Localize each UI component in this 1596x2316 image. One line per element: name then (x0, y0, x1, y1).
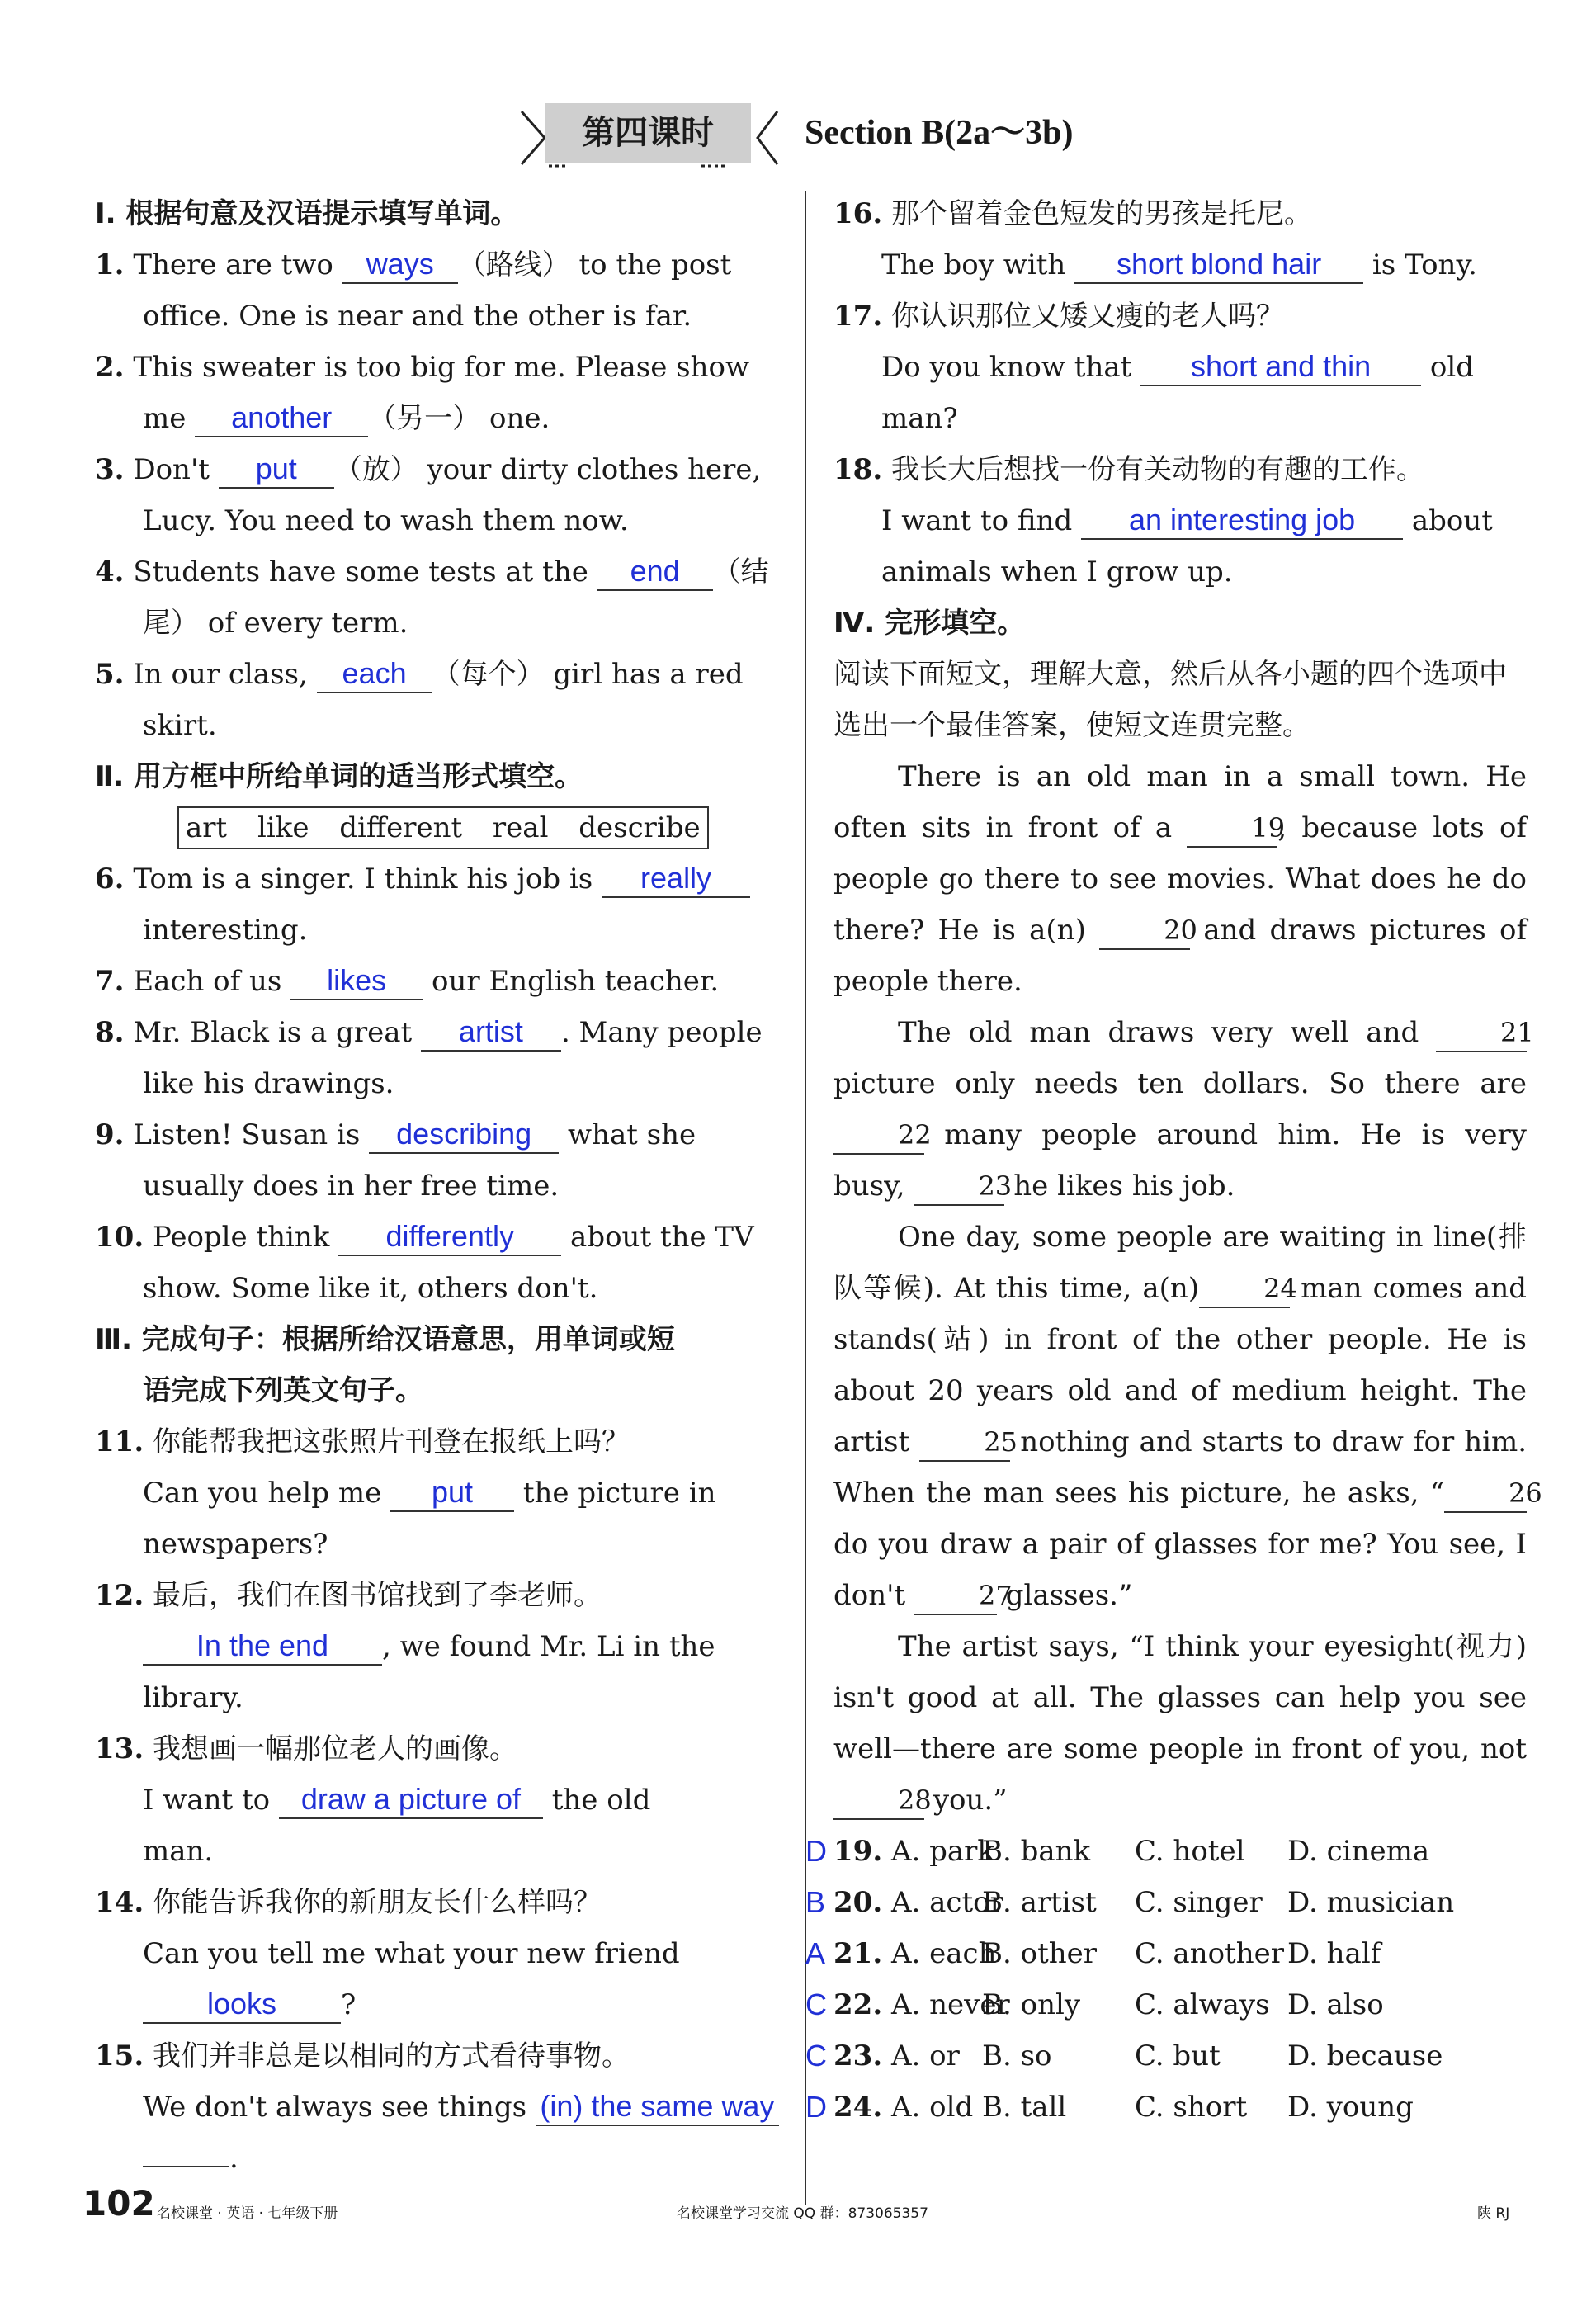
word-box: art like different real describe (177, 806, 709, 849)
answer-24[interactable]: D (805, 2090, 827, 2124)
answer-14[interactable]: looks (143, 1986, 341, 2024)
page-footer (83, 2183, 1518, 2233)
blank-28[interactable]: 28 (833, 1782, 924, 1820)
question-15-cont: . (95, 2133, 780, 2184)
blank-24[interactable]: 24 (1199, 1270, 1290, 1308)
question-16-en: The boy with short blond hair is Tony. (833, 239, 1527, 291)
question-18: 18. 我长大后想找一份有关动物的有趣的工作。 (833, 453, 1424, 486)
blank-22[interactable]: 22 (833, 1117, 924, 1155)
question-4-cont: 尾） of every term. (143, 607, 408, 640)
passage-paragraph-2: The old man draws very well and 21 picture only needs ten dollars. So there are 22 many people around him. He is very busy, 23 he likes his job. (833, 1007, 1527, 1212)
answer-23[interactable]: C (805, 2039, 827, 2073)
option-row-22: C 22. A. never B. only C. always D. also (833, 1979, 1527, 2030)
question-9: 9. Listen! Susan is describing what she (95, 1109, 780, 1160)
question-14-en: Can you tell me what your new friend (143, 1937, 680, 1970)
answer-15[interactable]: (in) the same way (536, 2088, 779, 2126)
option-row-24: D 24. A. old B. tall C. short D. young (833, 2082, 1527, 2133)
blank-20[interactable]: 20 (1099, 912, 1190, 950)
blank-26[interactable]: 26 (1444, 1475, 1527, 1513)
edition-label: 陕 RJ (1477, 2205, 1510, 2222)
question-11-cont: newspapers? (143, 1528, 328, 1561)
page-header (0, 95, 1596, 177)
question-17: 17. 你认识那位又矮又瘦的老人吗？ (833, 300, 1284, 333)
part2-title: Ⅱ. 用方框中所给单词的适当形式填空。 (95, 760, 583, 793)
blank-15 (143, 2166, 229, 2167)
answer-8[interactable]: artist (421, 1014, 561, 1052)
question-11-en: Can you help me put the picture in (95, 1468, 780, 1519)
answer-9[interactable]: describing (369, 1116, 559, 1154)
question-6-cont: interesting. (143, 914, 308, 947)
part3-title-2: 语完成下列英文句子。 (143, 1374, 423, 1407)
blank-23[interactable]: 23 (914, 1168, 1004, 1206)
left-column (95, 188, 780, 2184)
question-6: 6. Tom is a singer. I think his job is really (95, 853, 780, 905)
blank-25[interactable]: 25 (919, 1424, 1010, 1462)
option-row-19: D 19. A. park B. bank C. hotel D. cinema (833, 1826, 1527, 1877)
part3-title-1: Ⅲ. 完成句子：根据所给汉语意思，用单词或短 (95, 1323, 675, 1356)
lesson-label: 第四课时 (545, 103, 751, 163)
word-box-row (95, 802, 780, 853)
answer-11[interactable]: put (390, 1474, 514, 1512)
question-15: 15. 我们并非总是以相同的方式看待事物。 (95, 2039, 630, 2073)
question-13-en: I want to draw a picture of the old (95, 1775, 780, 1826)
question-5: 5. In our class, each （每个） girl has a red (95, 649, 780, 700)
question-3-cont: Lucy. You need to wash them now. (143, 504, 629, 537)
question-13-cont: man. (143, 1835, 214, 1868)
blank-27[interactable]: 27 (914, 1577, 997, 1615)
question-12-en: In the end , we found Mr. Li in the (95, 1621, 780, 1672)
question-8-cont: like his drawings. (143, 1067, 394, 1100)
question-17-en: Do you know that short and thin old (833, 342, 1527, 393)
answer-16[interactable]: short blond hair (1074, 246, 1363, 284)
question-13: 13. 我想画一幅那位老人的画像。 (95, 1732, 517, 1765)
passage-paragraph-1: There is an old man in a small town. He often sits in front of a 19, because lots of people go there to see movies. What does he do there? He is a(n) 20 and draws pictures of people there. (833, 760, 1528, 998)
answer-6[interactable]: really (602, 860, 750, 898)
question-17-cont: man? (881, 402, 958, 435)
question-10: 10. People think differently about the TV (95, 1212, 780, 1263)
answer-1[interactable]: ways (342, 246, 458, 284)
question-2: 2. This sweater is too big for me. Please show (95, 351, 750, 384)
answer-2[interactable]: another (195, 399, 368, 437)
answer-7[interactable]: likes (290, 962, 423, 1000)
passage-paragraph-4: The artist says, “I think your eyesight(视力) isn't good at all. The glasses can help you see well—there are some people in front of you, not 28 you.” (833, 1621, 1527, 1826)
answer-12[interactable]: In the end (143, 1628, 382, 1666)
blank-19[interactable]: 19 (1187, 810, 1277, 848)
section-title: Section B(2a～3b) (805, 114, 1074, 152)
answer-13[interactable]: draw a picture of (279, 1781, 543, 1819)
answer-20[interactable]: B (805, 1885, 826, 1919)
question-7: 7. Each of us likes our English teacher. (95, 956, 780, 1007)
answer-19[interactable]: D (805, 1834, 827, 1868)
question-14-cont: looks ? (95, 1979, 780, 2030)
question-12-cont: library. (143, 1681, 243, 1714)
right-column (805, 188, 1542, 2133)
option-row-23: C 23. A. or B. so C. but D. because (833, 2030, 1527, 2082)
answer-5[interactable]: each (317, 655, 432, 693)
option-row-20: B 20. A. actor B. artist C. singer D. musician (833, 1877, 1527, 1928)
question-3: 3. Don't put （放） your dirty clothes here, (95, 444, 780, 495)
question-11: 11. 你能帮我把这张照片刊登在报纸上吗？ (95, 1425, 630, 1458)
passage-paragraph-3: One day, some people are waiting in line(排队等候). At this time, a(n) 24 man comes and stands(站) in front of the other people. He is about 20 years old and of medium height. The artist 25 nothing and starts to draw for him. When the man sees his picture, he asks, “ 26 do you draw a pair of glasses for me? You see, I don't 27 glasses.” (833, 1212, 1527, 1621)
part4-instructions: 阅读下面短文，理解大意，然后从各小题的四个选项中选出一个最佳答案，使短文连贯完整。 (833, 658, 1507, 742)
question-4: 4. Students have some tests at the end （结 (95, 546, 780, 598)
question-18-en: I want to find an interesting job about (833, 495, 1527, 546)
question-9-cont: usually does in her free time. (143, 1170, 560, 1203)
answer-17[interactable]: short and thin (1140, 348, 1421, 386)
qq-group: 名校课堂学习交流 QQ 群：873065357 (677, 2205, 928, 2222)
book-title: 名校课堂 · 英语 · 七年级下册 (157, 2205, 338, 2222)
question-12: 12. 最后，我们在图书馆找到了李老师。 (95, 1579, 602, 1612)
question-14: 14. 你能告诉我你的新朋友长什么样吗？ (95, 1886, 602, 1919)
question-8: 8. Mr. Black is a great artist . Many people (95, 1007, 780, 1058)
option-row-21: A 21. A. each B. other C. another D. half (833, 1928, 1527, 1979)
question-15-en: We don't always see things (in) the same way (95, 2082, 780, 2133)
answer-3[interactable]: put (219, 451, 334, 489)
answer-22[interactable]: C (805, 1988, 827, 2021)
question-2-cont: me another （另一） one. (95, 393, 780, 444)
answer-10[interactable]: differently (338, 1218, 561, 1256)
answer-18[interactable]: an interesting job (1081, 502, 1403, 540)
question-1-cont: office. One is near and the other is far. (143, 300, 692, 333)
answer-4[interactable]: end (597, 553, 713, 591)
question-1: 1. There are two ways （路线） to the post (95, 239, 780, 291)
question-18-cont: animals when I grow up. (881, 555, 1233, 588)
part4-title: Ⅳ. 完形填空。 (833, 607, 1026, 640)
question-16: 16. 那个留着金色短发的男孩是托尼。 (833, 197, 1312, 230)
blank-21[interactable]: 21 (1436, 1014, 1527, 1052)
question-5-cont: skirt. (143, 709, 217, 742)
question-10-cont: show. Some like it, others don't. (143, 1272, 598, 1305)
answer-21[interactable]: A (805, 1936, 826, 1970)
page-number: 102 (83, 2183, 155, 2224)
part1-title: Ⅰ. 根据句意及汉语提示填写单词。 (95, 197, 519, 230)
